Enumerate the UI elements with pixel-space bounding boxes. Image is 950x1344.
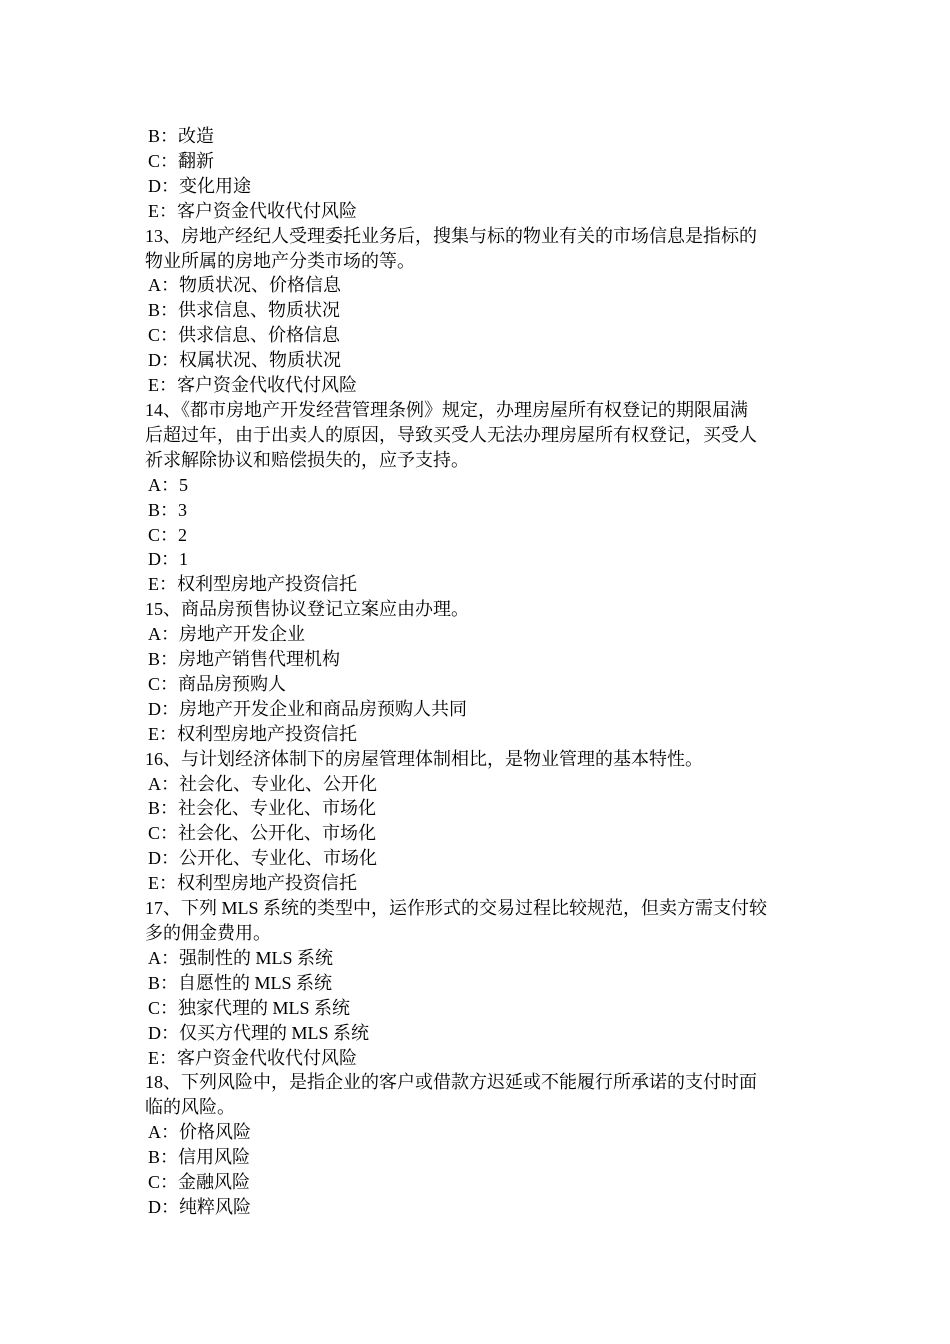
answer-option: E：客户资金代收代付风险 [148,200,357,221]
answer-option: B：3 [148,499,188,520]
answer-option: A：社会化、专业化、公开化 [148,773,377,794]
question-text: 祈求解除协议和赔偿损失的，应予支持。 [145,449,469,470]
answer-option: C：翻新 [148,150,215,171]
answer-option: C：社会化、公开化、市场化 [148,823,377,844]
answer-option: D：仅买方代理的 MLS 系统 [148,1022,370,1043]
answer-option: C：独家代理的 MLS 系统 [148,997,351,1018]
answer-option: E：权利型房地产投资信托 [148,723,357,744]
answer-option: E：客户资金代收代付风险 [148,375,357,396]
answer-option: A：房地产开发企业 [148,624,305,645]
answer-option: D：权属状况、物质状况 [148,350,341,371]
question-text: 17、下列 MLS 系统的类型中，运作形式的交易过程比较规范，但卖方需支付较 [145,898,768,919]
answer-option: A：物质状况、价格信息 [148,275,341,296]
question-text: 临的风险。 [145,1097,235,1118]
answer-option: B：改造 [148,126,215,146]
answer-option: C：2 [148,524,188,545]
answer-option: B：房地产销售代理机构 [148,649,341,670]
answer-option: B：信用风险 [148,1147,251,1168]
question-text: 18、下列风险中，是指企业的客户或借款方迟延或不能履行所承诺的支付时面 [145,1072,757,1093]
answer-option: A：5 [148,474,188,495]
question-text: 16、与计划经济体制下的房屋管理体制相比，是物业管理的基本特性。 [145,748,703,769]
answer-option: E：客户资金代收代付风险 [148,1047,357,1068]
question-text: 15、商品房预售协议登记立案应由办理。 [145,599,469,620]
answer-option: A：强制性的 MLS 系统 [148,947,334,968]
question-text: 多的佣金费用。 [145,923,271,943]
question-text: 13、房地产经纪人受理委托业务后，搜集与标的物业有关的市场信息是指标的 [145,225,757,246]
answer-option: A：价格风险 [148,1122,251,1143]
answer-option: D：房地产开发企业和商品房预购人共同 [148,698,467,719]
answer-option: D：公开化、专业化、市场化 [148,848,377,869]
answer-option: D：1 [148,549,188,570]
question-text: 14、《都市房地产开发经营管理条例》规定，办理房屋所有权登记的期限届满 [145,399,748,420]
answer-option: C：金融风险 [148,1172,251,1193]
question-text: 物业所属的房地产分类市场的等。 [145,250,415,271]
answer-option: D：变化用途 [148,175,251,196]
answer-option: D：纯粹风险 [148,1196,251,1217]
answer-option: B：供求信息、物质状况 [148,300,341,321]
answer-option: B：自愿性的 MLS 系统 [148,972,333,993]
answer-option: C：供求信息、价格信息 [148,325,341,346]
question-text: 后超过年，由于出卖人的原因，导致买受人无法办理房屋所有权登记，买受人 [145,424,757,445]
answer-option: E：权利型房地产投资信托 [148,873,357,894]
answer-option: B：社会化、专业化、市场化 [148,798,377,819]
answer-option: E：权利型房地产投资信托 [148,574,357,595]
answer-option: C：商品房预购人 [148,673,287,694]
document-page [145,124,815,1220]
